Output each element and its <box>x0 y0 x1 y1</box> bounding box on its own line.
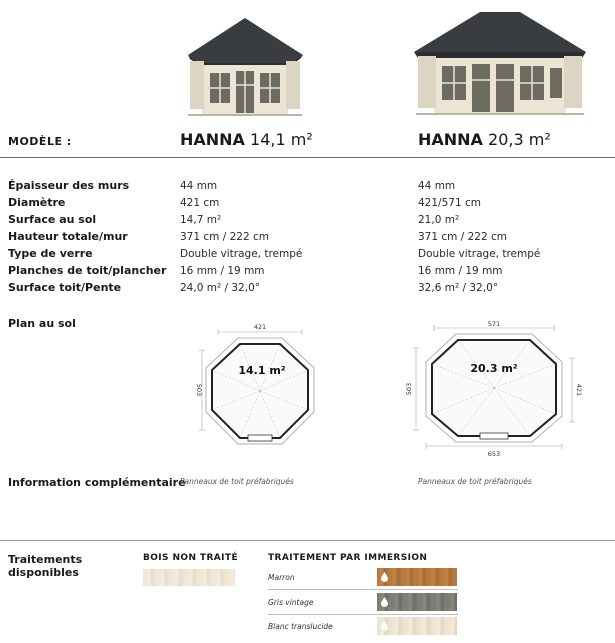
spec-right-wall-thickness: 44 mm <box>418 180 456 192</box>
info-label: Information complémentaire <box>8 476 186 489</box>
hanna-14-house-image <box>180 15 310 120</box>
info-right: Panneaux de toit préfabriqués <box>418 477 532 486</box>
plan-right-right-dim: 421 <box>575 383 583 397</box>
spec-label-roof: Surface toit/Pente <box>8 281 122 294</box>
swatch-marron <box>377 568 457 586</box>
plan-right-left-dim: 503 <box>405 382 413 396</box>
spec-label-wall-thickness: Épaisseur des murs <box>8 179 130 192</box>
spec-left-height: 371 cm / 222 cm <box>180 231 269 243</box>
model-name-right-name: HANNA <box>418 130 483 149</box>
spec-right-glass-type: Double vitrage, trempé <box>418 248 541 260</box>
untreated-heading: BOIS NON TRAITÉ <box>143 553 238 563</box>
plan-left-area: 14.1 m² <box>238 364 286 377</box>
model-name-right <box>418 130 551 149</box>
swatch-blanc-translucide <box>377 617 457 635</box>
immersion-heading: TRAITEMENT PAR IMMERSION <box>268 553 428 563</box>
plan-right-bottom-dim: 653 <box>487 450 501 458</box>
hanna-20-house-image <box>410 10 590 120</box>
model-name-right-size: 20,3 m² <box>488 130 551 149</box>
spec-right-floor-area: 21,0 m² <box>418 214 460 226</box>
untreated-wood-swatch <box>143 569 235 586</box>
spec-left-diameter: 421 cm <box>180 197 220 209</box>
floor-plan-left <box>190 318 330 460</box>
header-divider <box>0 157 615 158</box>
plan-left-top-dim: 421 <box>253 323 267 331</box>
spec-left-wall-thickness: 44 mm <box>180 180 218 192</box>
model-name-left-name: HANNA <box>180 130 245 149</box>
treatment-label-marron: Marron <box>268 573 295 582</box>
drop-icon <box>381 621 388 631</box>
plan-left-side-dim: 503 <box>195 383 203 397</box>
treatment-divider <box>268 589 458 590</box>
treatment-label-gris: Gris vintage <box>268 598 314 607</box>
swatch-gris-vintage <box>377 593 457 611</box>
spec-right-boards: 16 mm / 19 mm <box>418 265 503 277</box>
drop-icon <box>381 572 388 582</box>
drop-icon <box>381 597 388 607</box>
spec-right-roof: 32,6 m² / 32,0° <box>418 282 498 294</box>
info-left: Panneaux de toit préfabriqués <box>180 477 294 486</box>
floor-plan-right <box>404 318 584 460</box>
spec-label-height: Hauteur totale/mur <box>8 230 128 243</box>
section-divider <box>0 540 615 541</box>
spec-right-height: 371 cm / 222 cm <box>418 231 507 243</box>
treatments-label: Traitements disponibles <box>8 553 83 579</box>
spec-label-floor-area: Surface au sol <box>8 213 97 226</box>
model-name-left-size: 14,1 m² <box>250 130 313 149</box>
spec-label-diameter: Diamètre <box>8 196 66 209</box>
spec-left-glass-type: Double vitrage, trempé <box>180 248 303 260</box>
model-name-left <box>180 130 313 149</box>
model-label: MODÈLE : <box>8 135 72 148</box>
spec-left-boards: 16 mm / 19 mm <box>180 265 265 277</box>
plan-right-top-dim: 571 <box>487 320 501 328</box>
spec-right-diameter: 421/571 cm <box>418 197 481 209</box>
spec-label-glass-type: Type de verre <box>8 247 93 260</box>
plan-right-area: 20.3 m² <box>470 362 518 375</box>
treatment-divider <box>268 614 458 615</box>
treatment-label-blanc: Blanc translucide <box>268 622 333 631</box>
spec-left-floor-area: 14,7 m² <box>180 214 222 226</box>
spec-label-boards: Planches de toit/plancher <box>8 264 167 277</box>
spec-left-roof: 24,0 m² / 32,0° <box>180 282 260 294</box>
floor-plan-label: Plan au sol <box>8 317 76 330</box>
